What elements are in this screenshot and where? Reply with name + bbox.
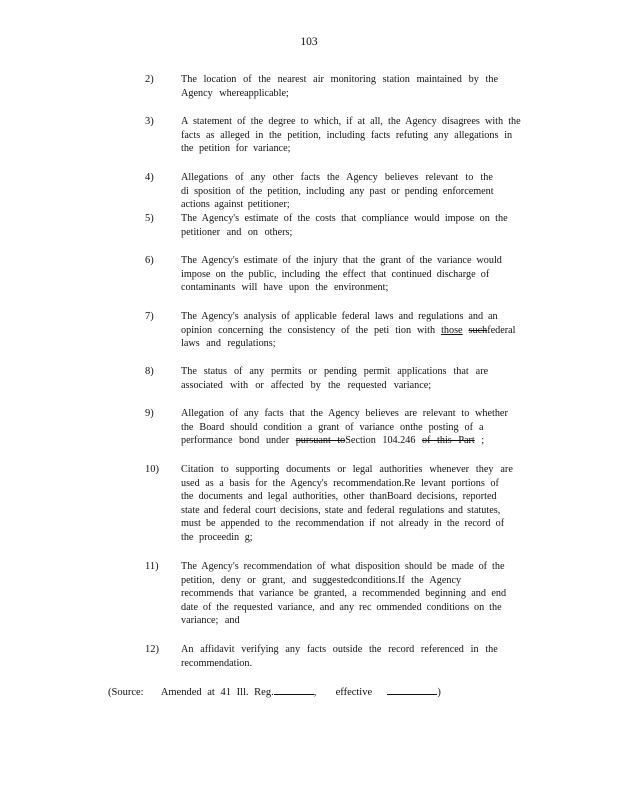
item-line: The status of any permits or pending permit applications that are	[181, 366, 489, 377]
item-text	[181, 310, 543, 351]
item-line-text: Section 104.246	[345, 435, 416, 447]
item-line: recommends that variance be granted, a recommended beginning and end	[181, 588, 507, 600]
item-line: The Agency's estimate of the costs that compliance would impose on the	[181, 213, 508, 224]
item-line: laws and regulations;	[181, 338, 276, 350]
page-number: 103	[300, 36, 318, 48]
item-line: the proceedin g;	[181, 531, 253, 543]
source-open: (Source:	[108, 687, 144, 698]
item-line: petitioner and on others;	[181, 226, 293, 238]
item-number: 4)	[145, 172, 154, 183]
item-line: The Agency's analysis of applicable federal laws and regulations and an	[181, 311, 498, 322]
item-number: 8)	[145, 366, 154, 377]
item-line: actions against petitioner;	[181, 199, 290, 211]
item-line-text: federal	[487, 324, 516, 336]
item-number: 9)	[145, 408, 154, 419]
item-line: the documents and legal authorities, other thanBoard decisions, reported	[181, 491, 497, 503]
item-line: contaminants will have upon the environment;	[181, 282, 389, 294]
item-number: 7)	[145, 311, 154, 322]
source-close: )	[437, 687, 441, 698]
item-number: 10)	[145, 464, 159, 475]
item-text	[181, 643, 543, 670]
item-line: the Board should condition a grant of variance onthe posting of a	[181, 421, 484, 433]
register-blank	[274, 684, 314, 695]
item-line: The Agency's recommendation of what disposition should be made of the	[181, 561, 505, 572]
item-number: 3)	[145, 116, 154, 127]
item-line: impose on the public, including the effect that continued discharge of	[181, 268, 490, 280]
item-text	[181, 365, 543, 392]
item-line: date of the requested variance, and any rec ommended conditions on the	[181, 601, 502, 613]
deleted-text: pursuant to	[295, 435, 346, 447]
item-line: used as a basis for the Agency's recommendation.Re levant portions of	[181, 477, 499, 489]
item-line-text: performance bond under	[181, 435, 290, 447]
item-text	[181, 73, 543, 100]
item-line: associated with or affected by the requested variance;	[181, 379, 432, 391]
source-effective: effective	[335, 687, 373, 698]
item-line: Citation to supporting documents or legal authorities whenever they are	[181, 464, 513, 475]
item-line: di sposition of the petition, including any past or pending enforcement	[181, 185, 494, 197]
item-number: 12)	[145, 644, 159, 655]
inserted-text: those	[441, 324, 463, 336]
item-number: 5)	[145, 213, 154, 224]
item-line: the petition for variance;	[181, 143, 291, 155]
item-line	[181, 434, 543, 448]
item-line: Allegation of any facts that the Agency believes are relevant to whether	[181, 408, 508, 419]
item-line: Agency whereapplicable;	[181, 87, 289, 99]
item-text	[181, 407, 543, 448]
item-text	[181, 254, 543, 295]
item-line	[181, 324, 543, 338]
item-line-text: ;	[481, 435, 485, 447]
item-line: state and federal court decisions, state and federal regulations and statutes,	[181, 504, 501, 516]
deleted-text: of this Part	[422, 435, 475, 447]
item-line: must be appended to the recommendation if not already in the record of	[181, 518, 505, 530]
item-text	[181, 463, 543, 545]
item-line: recommendation.	[181, 657, 253, 669]
item-line: petition, deny or grant, and suggestedconditions.If the Agency	[181, 574, 462, 586]
source-note: (Source: Amended at 41 Ill. Reg. , effective )	[108, 684, 568, 700]
item-line: variance; and	[181, 615, 240, 627]
item-line: The Agency's estimate of the injury that the grant of the variance would	[181, 255, 502, 266]
item-text	[181, 212, 543, 239]
item-number: 6)	[145, 255, 154, 266]
item-line: Allegations of any other facts the Agency believes relevant to the	[181, 172, 493, 183]
source-amended: Amended at 41 Ill. Reg.	[160, 687, 274, 698]
effective-date-blank	[387, 684, 437, 695]
item-line: facts as alleged in the petition, including facts refuting any allegations in	[181, 129, 513, 141]
item-text	[181, 115, 543, 156]
item-text	[181, 560, 543, 628]
item-line: The location of the nearest air monitoring station maintained by the	[181, 74, 498, 85]
item-number: 11)	[145, 561, 159, 572]
item-line: A statement of the degree to which, if at all, the Agency disagrees with the	[181, 116, 521, 127]
item-line: An affidavit verifying any facts outside the record referenced in the	[181, 644, 498, 655]
item-text	[181, 171, 543, 212]
deleted-text: such	[468, 324, 488, 336]
item-line-text: opinion concerning the consistency of the peti tion with	[181, 324, 436, 336]
item-number: 2)	[145, 74, 154, 85]
